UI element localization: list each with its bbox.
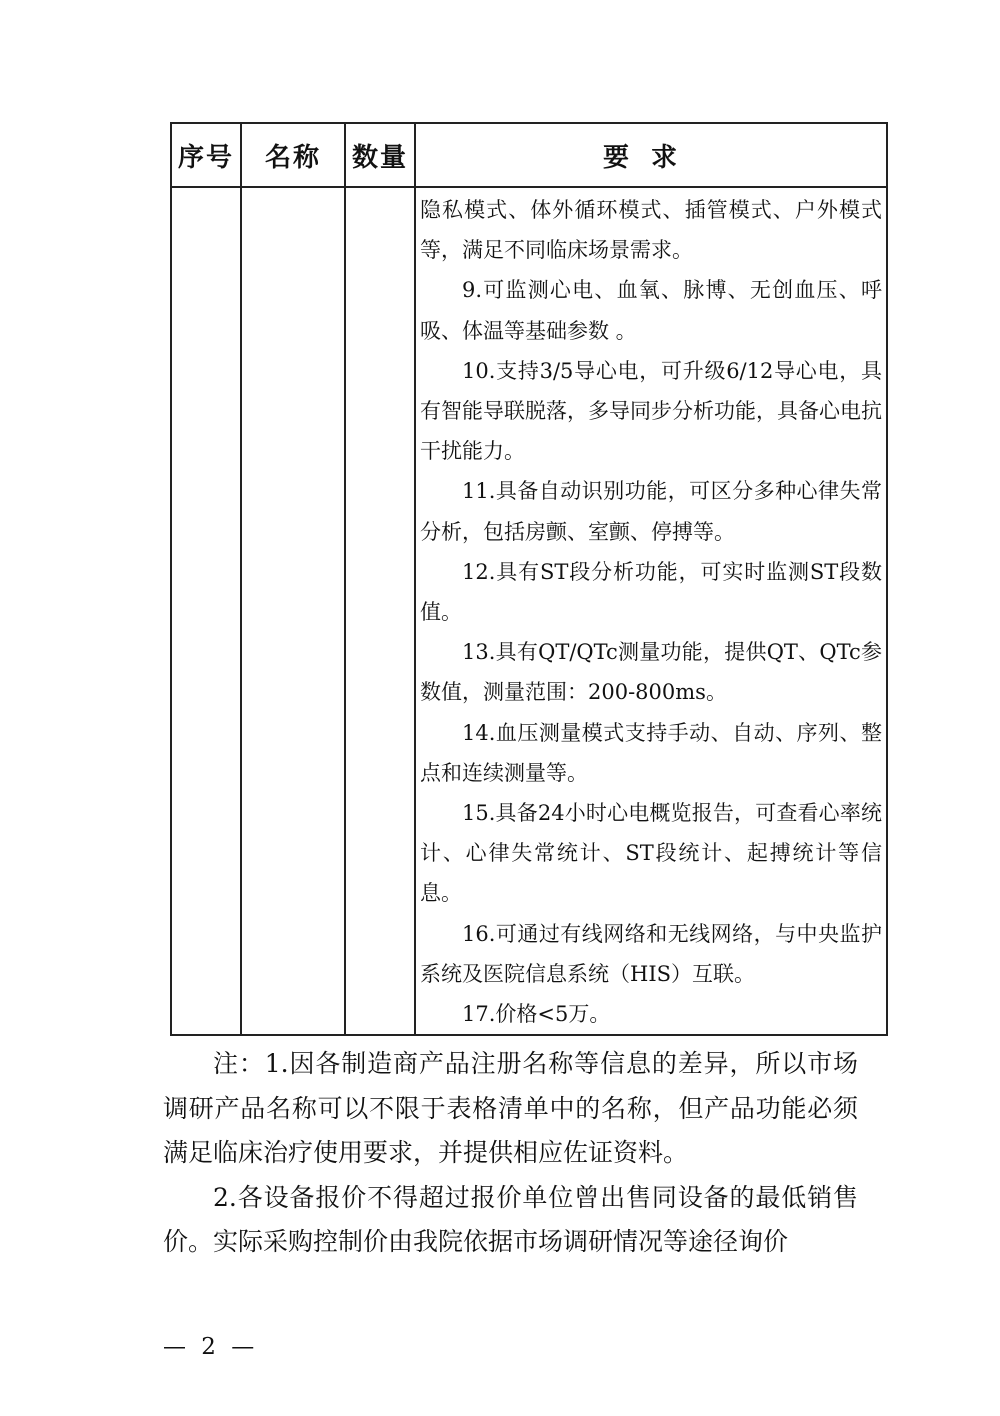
header-index: 序号 xyxy=(171,123,241,187)
page-number: — 2 — xyxy=(163,1334,259,1360)
requirements-cell xyxy=(415,187,887,1035)
table-header-row xyxy=(171,123,887,187)
table-row xyxy=(171,187,887,1035)
notes-section xyxy=(163,1042,858,1265)
note-paragraph: 2.各设备报价不得超过报价单位曾出售同设备的最低销售价。实际采购控制价由我院依据市场调研情况等途径询价 xyxy=(163,1182,858,1256)
note-paragraph: 注：1.因各制造商产品注册名称等信息的差异，所以市场调研产品名称可以不限于表格清单中的名称，但产品功能必须满足临床治疗使用要求，并提供相应佐证资料。 xyxy=(163,1049,858,1167)
header-quantity: 数量 xyxy=(345,123,415,187)
requirement-item: 10.支持3/5导心电，可升级6/12导心电，具有智能导联脱落，多导同步分析功能，具备心电抗干扰能力。 xyxy=(420,358,882,464)
requirement-item: 11.具备自动识别功能，可区分多种心律失常分析，包括房颤、室颤、停搏等。 xyxy=(420,479,882,544)
index-cell xyxy=(171,187,241,1035)
requirement-item: 隐私模式、体外循环模式、插管模式、户外模式等，满足不同临床场景需求。 xyxy=(420,198,882,263)
requirement-item: 17.价格<5万。 xyxy=(462,1002,611,1027)
header-requirements: 要求 xyxy=(415,123,887,187)
requirement-item: 12.具有ST段分析功能，可实时监测ST段数值。 xyxy=(420,559,882,625)
name-cell xyxy=(241,187,345,1035)
requirements-table xyxy=(170,122,888,1036)
header-name: 名称 xyxy=(241,123,345,187)
requirement-item: 14.血压测量模式支持手动、自动、序列、整点和连续测量等。 xyxy=(420,720,882,785)
requirement-item: 9.可监测心电、血氧、脉博、无创血压、呼吸、体温等基础参数 。 xyxy=(420,278,882,343)
requirement-item: 13.具有QT/QTc测量功能，提供QT、QTc参数值，测量范围：200-800ms。 xyxy=(420,640,882,705)
requirement-item: 15.具备24小时心电概览报告，可查看心率统计、心律失常统计、ST段统计、起搏统计等信息。 xyxy=(420,801,882,906)
quantity-cell xyxy=(345,187,415,1035)
requirement-item: 16.可通过有线网络和无线网络，与中央监护系统及医院信息系统（HIS）互联。 xyxy=(420,921,882,986)
